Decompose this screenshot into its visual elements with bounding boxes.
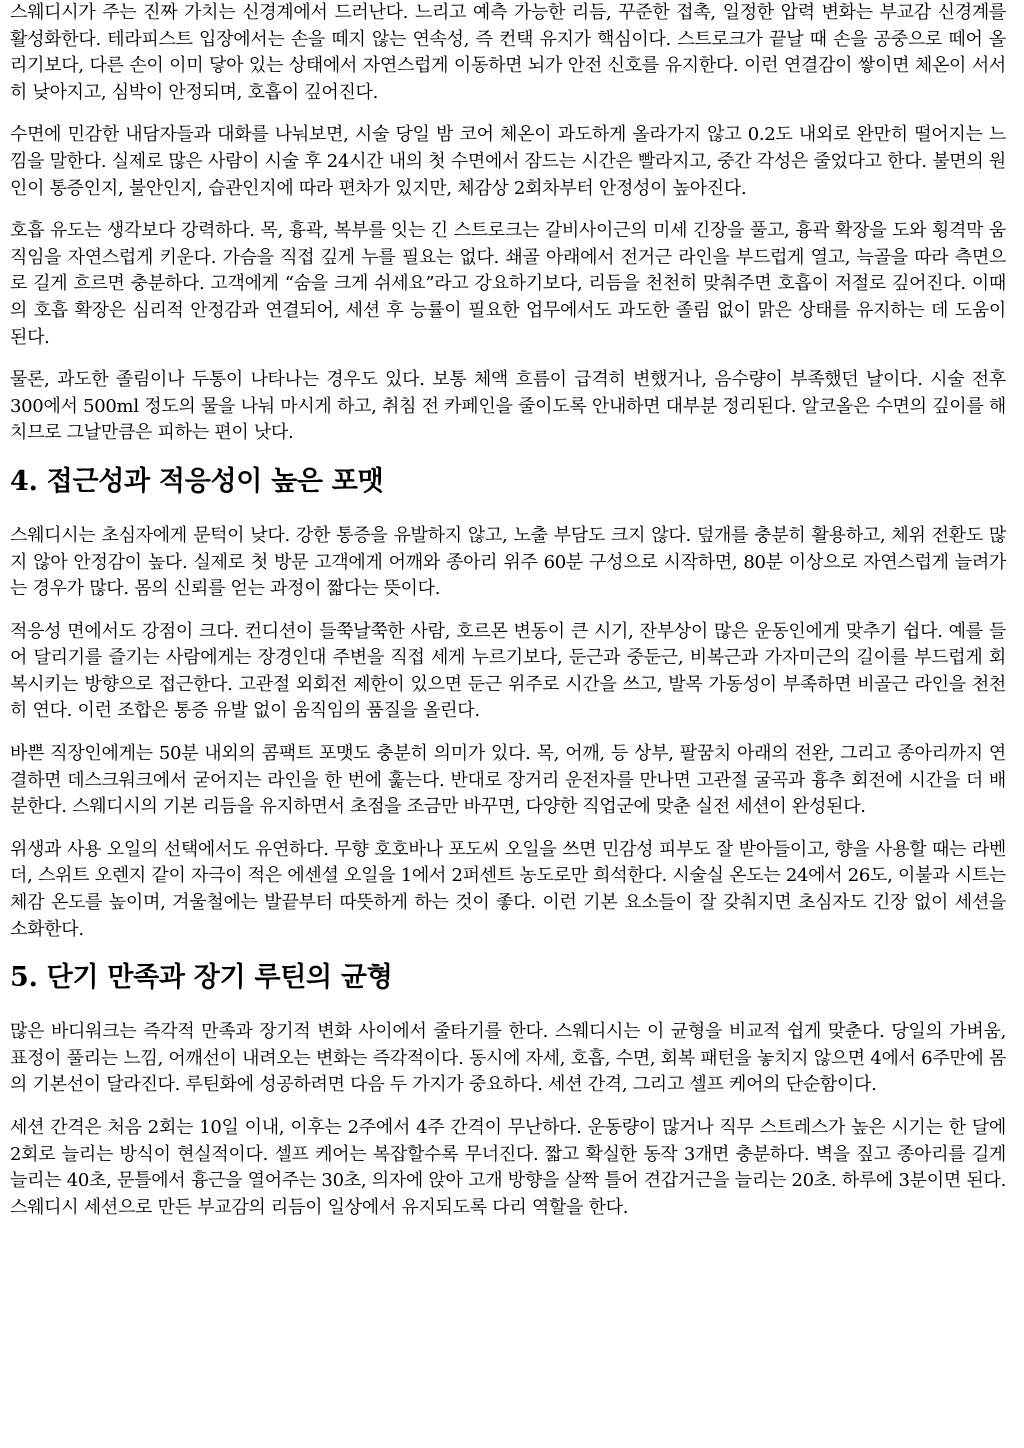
paragraph: 스웨디시가 주는 진짜 가치는 신경계에서 드러난다. 느리고 예측 가능한 리듬, 꾸준한 접촉, 일정한 압력 변화는 부교감 신경계를 활성화한다. 테라피스트 입장에서는 손을 떼지 않는 연속성, 즉 컨택 유지가 핵심이다. 스트로크가 끝날 때 손을 공중으로 떼어 올리기보다, 다른 손이 이미 닿아 있는 상태에서 자연스럽게 이동하면 뇌가 안전 신호를 유지한다. 이런 연결감이 쌓이면 체온이 서서히 낮아지고, 심박이 안정되며, 호흡이 깊어진다.	[10, 2, 1006, 103]
paragraph: 적응성 면에서도 강점이 크다. 컨디션이 들쭉날쭉한 사람, 호르몬 변동이 큰 시기, 잔부상이 많은 운동인에게 맞추기 쉽다. 예를 들어 달리기를 즐기는 사람에게는 장경인대 주변을 직접 세게 누르기보다, 둔근과 중둔근, 비복근과 가자미근의 길이를 부드럽게 회복시키는 방향으로 접근한다. 고관절 외회전 제한이 있으면 둔근 위주로 시간을 쓰고, 발목 가동성이 부족하면 비골근 라인을 천천히 연다. 이런 조합은 통증 유발 없이 움직임의 품질을 올린다.	[10, 620, 1006, 722]
section-4-heading: 4. 접근성과 적응성이 높은 포맷	[10, 465, 384, 497]
paragraph: 세션 간격은 처음 2회는 10일 이내, 이후는 2주에서 4주 간격이 무난하다. 운동량이 많거나 직무 스트레스가 높은 시기는 한 달에 2회로 늘리는 방식이 현실적이다. 셀프 케어는 복잡할수록 무너진다. 짧고 확실한 동작 3개면 충분하다. 벽을 짚고 종아리를 길게 늘리는 40초, 문틀에서 흉근을 열어주는 30초, 의자에 앉아 고개 방향을 살짝 틀어 견갑거근을 늘리는 20초. 하루에 3분이면 된다. 스웨디시 세션으로 만든 부교감의 리듬이 일상에서 유지되도록 다리 역할을 한다.	[10, 1117, 1006, 1218]
paragraph: 바쁜 직장인에게는 50분 내외의 콤팩트 포맷도 충분히 의미가 있다. 목, 어깨, 등 상부, 팔꿈치 아래의 전완, 그리고 종아리까지 연결하면 데스크워크에서 굳어지는 라인을 한 번에 훑는다. 반대로 장거리 운전자를 만나면 고관절 굴곡과 흉추 회전에 시간을 더 배분한다. 스웨디시의 기본 리듬을 유지하면서 초점을 조금만 바꾸면, 다양한 직업군에 맞춘 실전 세션이 완성된다.	[10, 743, 1006, 818]
section-5-heading: 5. 단기 만족과 장기 루틴의 균형	[10, 962, 393, 994]
paragraph: 물론, 과도한 졸림이나 두통이 나타나는 경우도 있다. 보통 체액 흐름이 급격히 변했거나, 음수량이 부족했던 날이다. 시술 전후 300에서 500ml 정도의 물을 나눠 마시게 하고, 취침 전 카페인을 줄이도록 안내하면 대부분 정리된다. 알코올은 수면의 깊이를 해치므로 그날만큼은 피하는 편이 낫다.	[10, 369, 1006, 444]
paragraph: 호흡 유도는 생각보다 강력하다. 목, 흉곽, 복부를 잇는 긴 스트로크는 갈비사이근의 미세 긴장을 풀고, 흉곽 확장을 도와 횡격막 움직임을 자연스럽게 키운다. 가슴을 직접 깊게 누를 필요는 없다. 쇄골 아래에서 전거근 라인을 부드럽게 열고, 늑골을 따라 측면으로 길게 흐르면 충분하다. 고객에게 “숨을 크게 쉬세요”라고 강요하기보다, 리듬을 천천히 맞춰주면 호흡이 저절로 깊어진다. 이때의 호흡 확장은 심리적 안정감과 연결되어, 세션 후 능률이 필요한 업무에서도 과도한 졸림 없이 맑은 상태를 유지하는 데 도움이 된다.	[10, 220, 1006, 348]
document-page	[10, 0, 1006, 1237]
paragraph: 많은 바디워크는 즉각적 만족과 장기적 변화 사이에서 줄타기를 한다. 스웨디시는 이 균형을 비교적 쉽게 맞춘다. 당일의 가벼움, 표정이 풀리는 느낌, 어깨선이 내려오는 변화는 즉각적이다. 동시에 자세, 호흡, 수면, 회복 패턴을 놓치지 않으면 4에서 6주만에 몸의 기본선이 달라진다. 루틴화에 성공하려면 다음 두 가지가 중요하다. 세션 간격, 그리고 셀프 케어의 단순함이다.	[10, 1021, 1006, 1096]
paragraph: 스웨디시는 초심자에게 문턱이 낮다. 강한 통증을 유발하지 않고, 노출 부담도 크지 않다. 덮개를 충분히 활용하고, 체위 전환도 많지 않아 안정감이 높다. 실제로 첫 방문 고객에게 어깨와 종아리 위주 60분 구성으로 시작하면, 80분 이상으로 자연스럽게 늘려가는 경우가 많다. 몸의 신뢰를 얻는 과정이 짧다는 뜻이다.	[10, 524, 1006, 600]
paragraph: 수면에 민감한 내담자들과 대화를 나눠보면, 시술 당일 밤 코어 체온이 과도하게 올라가지 않고 0.2도 내외로 완만히 떨어지는 느낌을 말한다. 실제로 많은 사람이 시술 후 24시간 내의 첫 수면에서 잠드는 시간은 빨라지고, 중간 각성은 줄었다고 한다. 불면의 원인이 통증인지, 불안인지, 습관인지에 따라 편차가 있지만, 체감상 2회차부터 안정성이 높아진다.	[10, 124, 1006, 199]
paragraph: 위생과 사용 오일의 선택에서도 유연하다. 무향 호호바나 포도씨 오일을 쓰면 민감성 피부도 잘 받아들이고, 향을 사용할 때는 라벤더, 스위트 오렌지 같이 자극이 적은 에센셜 오일을 1에서 2퍼센트 농도로만 희석한다. 시술실 온도는 24에서 26도, 이불과 시트는 체감 온도를 높이며, 겨울철에는 발끝부터 따뜻하게 하는 것이 좋다. 이런 기본 요소들이 잘 갖춰지면 초심자도 긴장 없이 세션을 소화한다.	[10, 838, 1006, 940]
